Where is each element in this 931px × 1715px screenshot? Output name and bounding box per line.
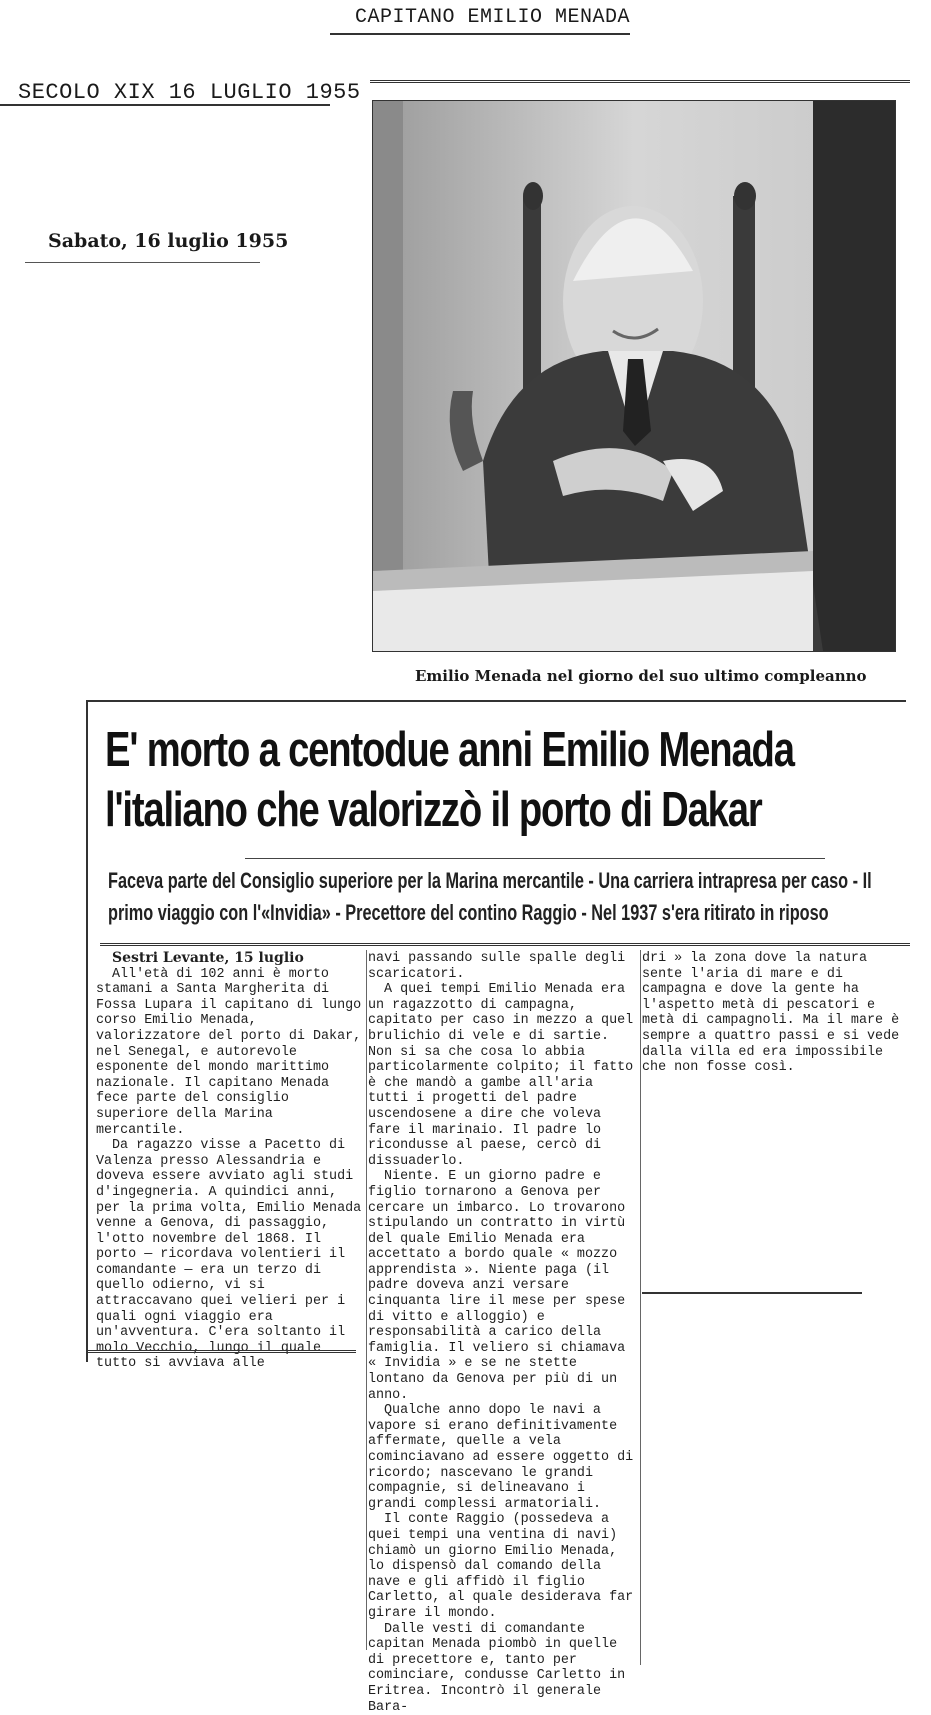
article-frame-left [86, 702, 88, 1362]
newspaper-source: SECOLO XIX 16 LUGLIO 1955 [18, 80, 361, 105]
title-underline [330, 33, 630, 35]
source-underline [0, 104, 330, 106]
article-column-2 [368, 951, 638, 1715]
paragraph: Il conte Raggio (possedeva a quei tempi una ventina di navi) chiamò un giorno Emilio Menada, lo dispensò dal comando della nave e gli affidò il figlio Carletto, al quale desiderava far girare il mondo. [368, 1512, 634, 1621]
photo-caption: Emilio Menada nel giorno del suo ultimo compleanno [415, 667, 867, 685]
photo-top-rule [370, 80, 910, 83]
paragraph: Dalle vesti di comandante capitan Menada piombò in quelle di precettore e, tanto per cominciare, condusse Carletto in Eritrea. Incontrò il generale Bara- [368, 1621, 626, 1715]
paragraph: A quei tempi Emilio Menada era un ragazzotto di campagna, capitato per caso in mezzo a quel brulichio di vele e di sartie. Non si sa che cosa lo abbia particolarmente colpito; il fatto è che mandò a gambe all'aria tutti i progetti del padre uscendosene a dire che voleva fare il marinaio. Il padre lo ricondusse al paese, cercò di dissuaderlo. [368, 982, 634, 1169]
subtitle-rule [245, 858, 825, 859]
paragraph: dri » la zona dove la natura sente l'aria di mare e di campagna e dove la gente ha l'aspetto metà di pescatori e metà di campagnoli. Ma il mare è sempre a quattro passi e si vede dalla villa ed era impossibile che non fosse così. [642, 951, 900, 1076]
column-divider [640, 950, 641, 1665]
headline-line-2: l'italiano che valorizzò il porto di Dakar [105, 783, 762, 837]
subtitle-line-1: Faceva parte del Consiglio superiore per la Marina mercantile - Una carriera intrapresa per caso - Il [108, 868, 872, 893]
dateline: Sestri Levante, 15 luglio [112, 950, 304, 966]
headline-line-1: E' morto a centodue anni Emilio Menada [105, 723, 794, 777]
article-column-3 [642, 951, 912, 1076]
paragraph: Niente. E un giorno padre e figlio tornarono a Genova per cercare un imbarco. Lo trovarono stipulando un contratto in virtù del quale Emilio Menada era accettato a bordo quale « mozzo apprendista ». Niente paga (il padre doveva anzi versare cinquanta lire il mese per spese di vitto e alloggio) e responsabilità a carico della famiglia. Il veliero si chiamava « Invidia » e se ne stette lontano da Genova per più di un anno. [368, 1169, 626, 1403]
page-title: CAPITANO EMILIO MENADA [355, 6, 631, 29]
column-end-rule [86, 1350, 356, 1353]
column-divider [366, 950, 367, 1650]
article-frame-top [86, 700, 906, 702]
body-top-rule [100, 943, 910, 946]
paragraph: All'età di 102 anni è morto stamani a Santa Margherita di Fossa Lupara il capitano di lungo corso Emilio Menada, valorizzatore del porto di Dakar, nel Senegal, e autorevole esponente del mondo marittimo nazionale. Il capitano Menada fece parte del consiglio superiore della Marina mercantile. [96, 966, 362, 1138]
paragraph: navi passando sulle spalle degli scaricatori. [368, 951, 626, 982]
portrait-photo [372, 100, 896, 652]
date-underline [25, 262, 260, 263]
column-end-rule [642, 1292, 862, 1294]
subtitle-line-2: primo viaggio con l'«Invidia» - Precettore del contino Raggio - Nel 1937 s'era ritirato in riposo [108, 900, 829, 925]
paragraph: Qualche anno dopo le navi a vapore si erano definitivamente affermate, quelle a vela cominciavano ad essere oggetto di ricordo; nascevano le grandi compagnie, si delineavano i grandi complessi armatoriali. [368, 1403, 634, 1512]
date-line: Sabato, 16 luglio 1955 [48, 230, 289, 252]
paragraph: Da ragazzo visse a Pacetto di Valenza presso Alessandria e doveva essere avviato agli studi d'ingegneria. A quindici anni, per la prima volta, Emilio Menada venne a Genova, di passaggio, l'otto novembre del 1868. Il porto — ricordava volentieri il comandante — era un terzo di quello odierno, vi si attraccavano quei velieri per i quali ogni viaggio era un'avventura. C'era soltanto il molo Vecchio, lungo il quale tutto si avviava alle [96, 1138, 362, 1372]
article-column-1 [96, 951, 362, 1372]
